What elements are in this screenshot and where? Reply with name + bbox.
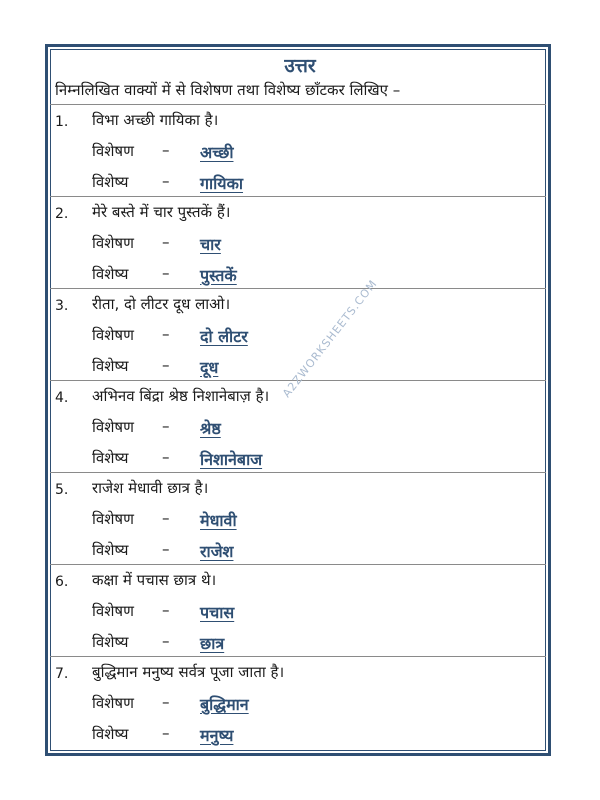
question-text: बुद्धिमान मनुष्य सर्वत्र पूजा जाता है। [92,663,285,681]
dash-separator: – [162,632,170,650]
noun-label: विशेष्य [92,541,129,559]
noun-answer: पुस्तकें [200,266,237,285]
question-number: 4. [55,390,69,406]
question-number: 5. [55,482,69,498]
divider [50,288,546,289]
question-number: 2. [55,206,69,222]
dash-separator: – [162,601,170,619]
noun-answer: छात्र [200,634,225,653]
question-text: कक्षा में पचास छात्र थे। [92,571,217,589]
question-text: विभा अच्छी गायिका है। [92,111,219,129]
question-number: 6. [55,574,69,590]
noun-answer: मनुष्य [200,726,234,745]
dash-separator: – [162,448,170,466]
watermark: A2ZWORKSHEETS.COM [280,277,380,401]
question-number: 7. [55,666,69,682]
dash-separator: – [162,356,170,374]
adjective-answer: बुद्धिमान [200,695,249,714]
divider [50,564,546,565]
dash-separator: – [162,724,170,742]
adjective-answer: श्रेष्ठ [200,419,221,438]
noun-answer: दूध [200,358,219,377]
instruction-text: निम्नलिखित वाक्यों में से विशेषण तथा विशेष्य छाँटकर लिखिए – [55,81,401,99]
dash-separator: – [162,693,170,711]
adjective-answer: मेधावी [200,511,237,530]
noun-label: विशेष्य [92,633,129,651]
adjective-label: विशेषण [92,142,134,160]
adjective-label: विशेषण [92,418,134,436]
divider [50,104,546,105]
adjective-answer: पचास [200,603,235,622]
question-number: 1. [55,114,69,130]
dash-separator: – [162,172,170,190]
page-title: उत्तर [284,55,316,77]
divider [50,656,546,657]
question-text: राजेश मेधावी छात्र है। [92,479,209,497]
divider [50,196,546,197]
question-text: मेरे बस्ते में चार पुस्तकें हैं। [92,203,231,221]
adjective-label: विशेषण [92,694,134,712]
noun-answer: निशानेबाज [200,450,263,469]
dash-separator: – [162,417,170,435]
dash-separator: – [162,264,170,282]
adjective-answer: चार [200,235,221,254]
noun-label: विशेष्य [92,265,129,283]
adjective-answer: दो लीटर [200,327,248,346]
question-number: 3. [55,298,69,314]
noun-label: विशेष्य [92,173,129,191]
noun-answer: राजेश [200,542,234,561]
noun-label: विशेष्य [92,725,129,743]
divider [50,472,546,473]
dash-separator: – [162,233,170,251]
adjective-label: विशेषण [92,602,134,620]
adjective-label: विशेषण [92,234,134,252]
dash-separator: – [162,509,170,527]
noun-label: विशेष्य [92,357,129,375]
noun-label: विशेष्य [92,449,129,467]
noun-answer: गायिका [200,174,244,193]
adjective-label: विशेषण [92,510,134,528]
dash-separator: – [162,540,170,558]
question-text: रीता, दो लीटर दूध लाओ। [92,295,231,313]
question-text: अभिनव बिंद्रा श्रेष्ठ निशानेबाज़ है। [92,387,270,405]
dash-separator: – [162,325,170,343]
adjective-answer: अच्छी [200,143,234,162]
adjective-label: विशेषण [92,326,134,344]
dash-separator: – [162,141,170,159]
